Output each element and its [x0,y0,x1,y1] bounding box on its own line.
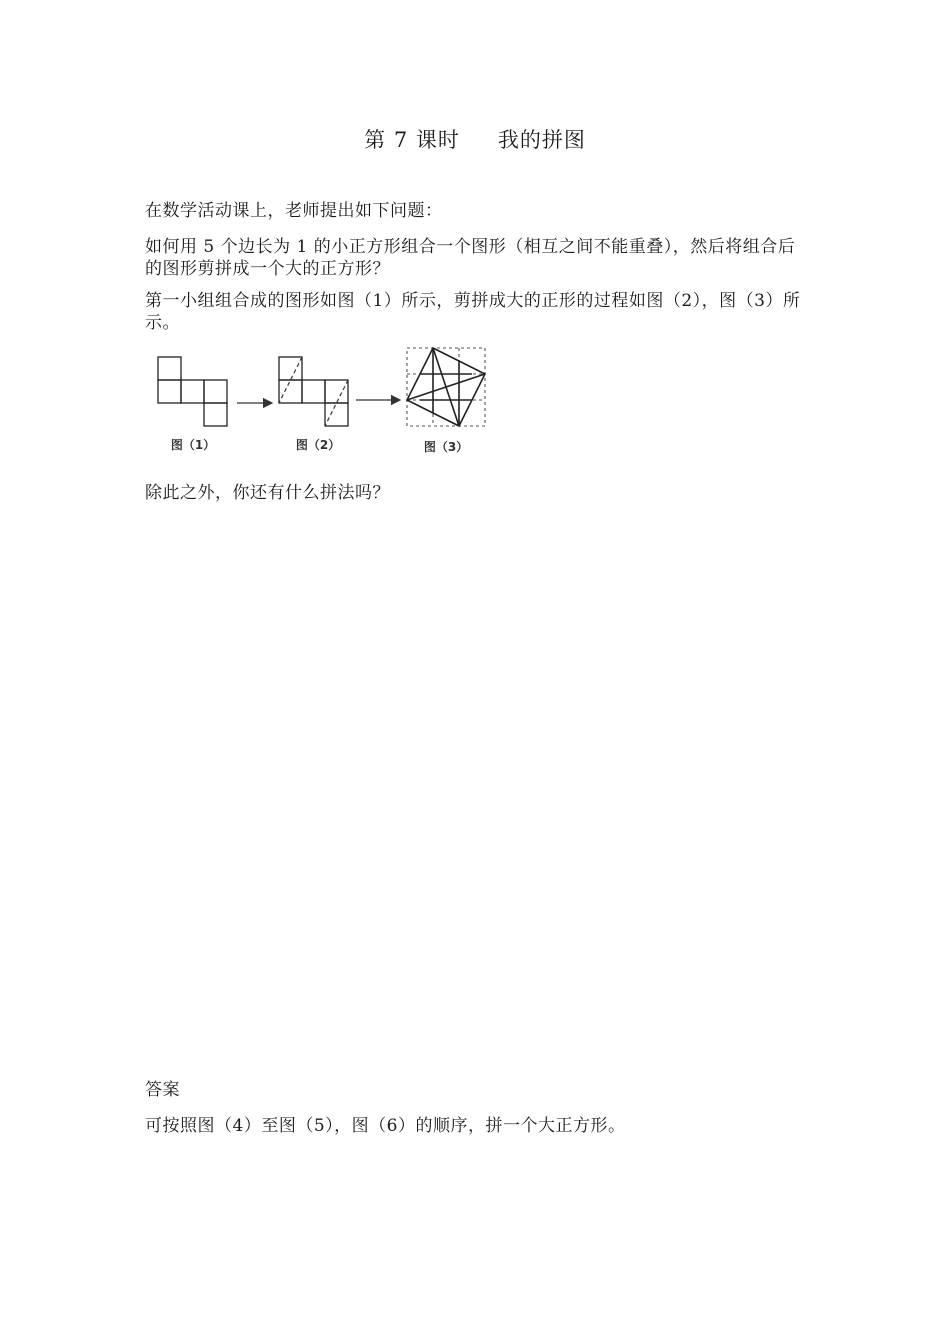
figure-2-cut-lines [279,357,348,426]
figure-2-caption: 图（2） [295,438,341,452]
answer-text: 可按照图（4）至图（5），图（6）的顺序，拼一个大正方形。 [145,1116,626,1136]
figure-3-tilted-square [407,348,485,426]
group-one-paragraph: 第一小组组合成的图形如图（1）所示，剪拼成大的正形的过程如图（2），图（3）所示。 [145,291,801,333]
answer-heading: 答案 [145,1080,180,1100]
followup-question: 除此之外，你还有什么拼法吗？ [145,483,390,503]
figure-2-shape [279,357,348,426]
intro-paragraph: 在数学活动课上，老师提出如下问题： [145,201,443,221]
figure-3-caption: 图（3） [423,440,469,454]
lesson-number: 第 7 课时 [364,128,460,152]
lesson-topic: 我的拼图 [497,128,586,152]
puzzle-figure [150,345,510,460]
figure-1-shape [158,357,227,426]
figure-1-caption: 图（1） [170,438,216,452]
page-title [0,124,950,154]
question-paragraph: 如何用 5 个边长为 1 的小正方形组合一个图形（相互之间不能重叠），然后将组合后的图形剪拼成一个大的正方形？ [145,237,796,279]
